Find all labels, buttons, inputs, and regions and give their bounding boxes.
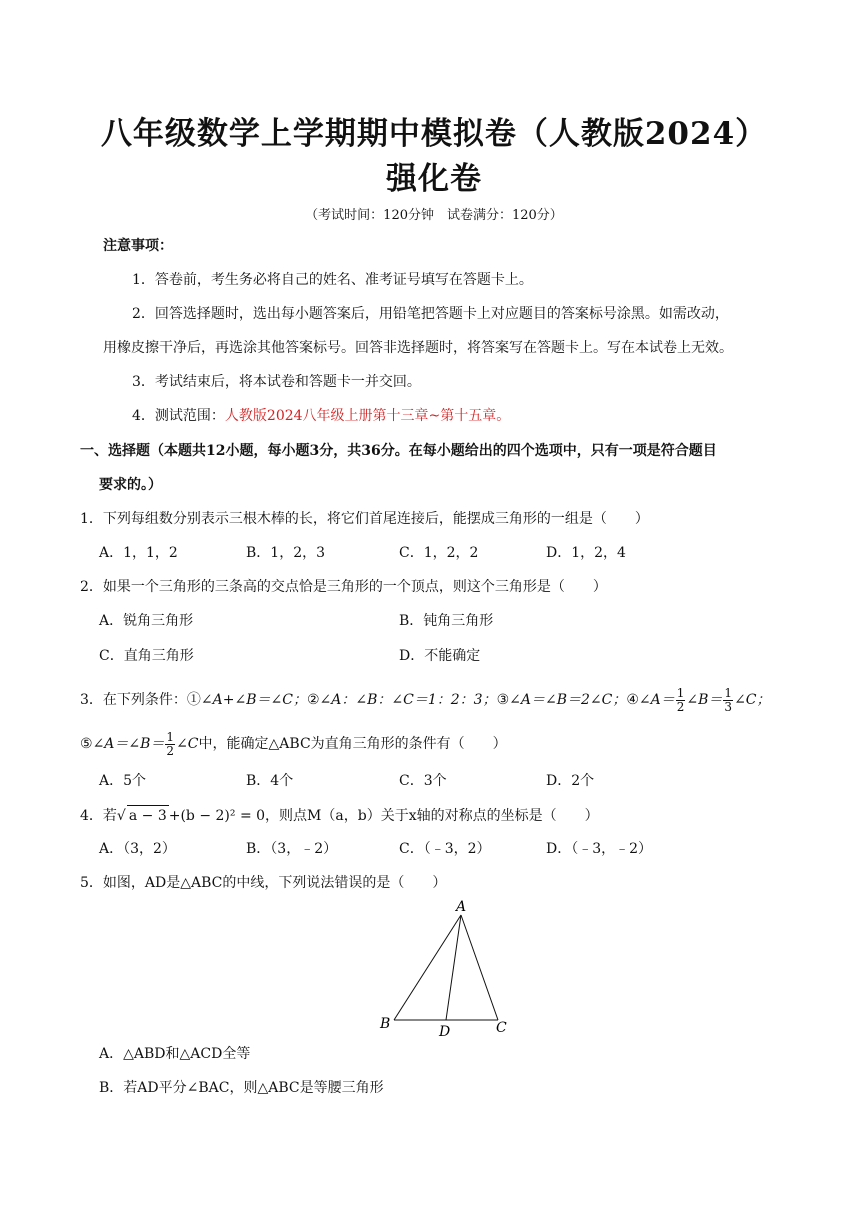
question-4-stem — [80, 805, 599, 826]
notice-item-4 — [132, 406, 510, 426]
vertex-label-a: A — [456, 899, 467, 915]
q2-option-d: D．不能确定 — [399, 648, 481, 664]
q3-condition-1: ∠A+∠B＝∠C； — [200, 692, 307, 708]
notice-item-4-prefix: 4．测试范围： — [132, 408, 225, 424]
q1-option-d: D．1，2，4 — [546, 545, 626, 561]
notice-item-2: 2．回答选择题时，选出每小题答案后，用铅笔把答题卡上对应题目的答案标号涂黑。如需改动， — [132, 306, 729, 322]
q3-option-b: B．4个 — [246, 773, 294, 789]
question-3-stem — [80, 686, 771, 714]
q2-option-a: A．锐角三角形 — [99, 613, 194, 629]
q1-option-c: C．1，2，2 — [399, 545, 479, 561]
triangle-figure — [370, 895, 520, 1040]
q4-middle: +(b − 2)² = 0，则点 — [168, 808, 308, 824]
fraction-one-half-2: $\frac{1}{2}$ — [166, 729, 175, 758]
q3-mark-4: ④ — [626, 692, 639, 708]
page-title: 八年级数学上学期期中模拟卷（人教版2024） — [100, 116, 768, 152]
notice-item-3: 3．考试结束后，将本试卷和答题卡一并交回。 — [132, 374, 421, 390]
q4-option-d: D．（﹣3，﹣2） — [546, 841, 653, 857]
q3-condition-4-post: ∠C； — [734, 692, 771, 708]
q4-radicand: a − 3 — [127, 805, 169, 826]
q5-option-a: A．△ABD和△ACD全等 — [99, 1046, 251, 1062]
section-heading-cont: 要求的。） — [99, 477, 162, 493]
q2-option-c: C．直角三角形 — [99, 648, 194, 664]
question-1-stem: 1．下列每组数分别表示三根木棒的长，将它们首尾连接后，能摆成三角形的一组是（ ） — [80, 511, 649, 527]
question-5-stem: 5．如图，AD是△ABC的中线，下列说法错误的是（ ） — [80, 875, 447, 891]
q3-condition-4-mid: ∠B＝ — [686, 692, 723, 708]
q3-condition-5-post: ∠C — [176, 736, 199, 752]
point-label-d: D — [439, 1024, 451, 1040]
q4-option-a: A．（3，2） — [99, 841, 176, 857]
notice-heading: 注意事项： — [103, 238, 173, 254]
q3-option-c: C．3个 — [399, 773, 447, 789]
fraction-one-half: $\frac{1}{2}$ — [676, 685, 685, 714]
q3-condition-5-pre: ∠A＝∠B＝ — [92, 736, 165, 752]
q2-option-b: B．钝角三角形 — [399, 613, 494, 629]
q3-tail: 中，能确定△ABC为直角三角形的条件有（ ） — [198, 736, 507, 752]
q3-mark-3: ③ — [496, 692, 510, 708]
median-ad — [446, 915, 461, 1020]
q3-prefix: 3．在下列条件： — [80, 692, 187, 708]
test-range: 人教版2024八年级上册第十三章~第十五章。 — [224, 408, 511, 424]
q1-option-a: A．1，1，2 — [99, 545, 178, 561]
section-heading: 一、选择题（本题共12小题，每小题3分，共36分。在每小题给出的四个选项中，只有一项是符合题目 — [80, 443, 717, 459]
q3-mark-2: ② — [306, 692, 320, 708]
q3-option-d: D．2个 — [546, 773, 595, 789]
q4-prefix: 4．若 — [80, 808, 117, 824]
vertex-label-b: B — [380, 1016, 391, 1032]
question-3-stem-cont — [80, 730, 507, 758]
side-ab — [394, 915, 461, 1020]
q3-condition-3: ∠A＝∠B＝2∠C； — [509, 692, 627, 708]
q1-option-b: B．1，2，3 — [246, 545, 326, 561]
question-2-stem: 2．如果一个三角形的三条高的交点恰是三角形的一个顶点，则这个三角形是（ ） — [80, 579, 607, 595]
vertex-label-c: C — [496, 1020, 507, 1036]
side-ac — [461, 915, 498, 1020]
fraction-one-third: $\frac{1}{3}$ — [724, 685, 733, 714]
sqrt-sign: √ — [116, 808, 126, 824]
q3-condition-4-pre: ∠A＝ — [638, 692, 675, 708]
q4-tail: M（a，b）关于x轴的对称点的坐标是（ ） — [307, 808, 599, 824]
page-title-line2: 强化卷 — [386, 161, 482, 197]
q4-option-c: C．（﹣3，2） — [399, 841, 491, 857]
q3-mark-1: ① — [186, 692, 201, 708]
q3-condition-2: ∠A：∠B：∠C＝1：2：3； — [319, 692, 497, 708]
q4-option-b: B．（3，﹣2） — [246, 841, 338, 857]
notice-item-2-cont: 用橡皮擦干净后，再选涂其他答案标号。回答非选择题时，将答案写在答题卡上。写在本试卷上无效。 — [103, 340, 733, 356]
notice-item-1: 1．答卷前，考生务必将自己的姓名、准考证号填写在答题卡上。 — [132, 272, 533, 288]
q3-option-a: A．5个 — [99, 773, 147, 789]
q3-mark-5: ⑤ — [80, 736, 93, 752]
q5-option-b: B．若AD平分∠BAC，则△ABC是等腰三角形 — [99, 1080, 384, 1096]
exam-info: （考试时间：120分钟 试卷满分：120分） — [305, 208, 563, 223]
